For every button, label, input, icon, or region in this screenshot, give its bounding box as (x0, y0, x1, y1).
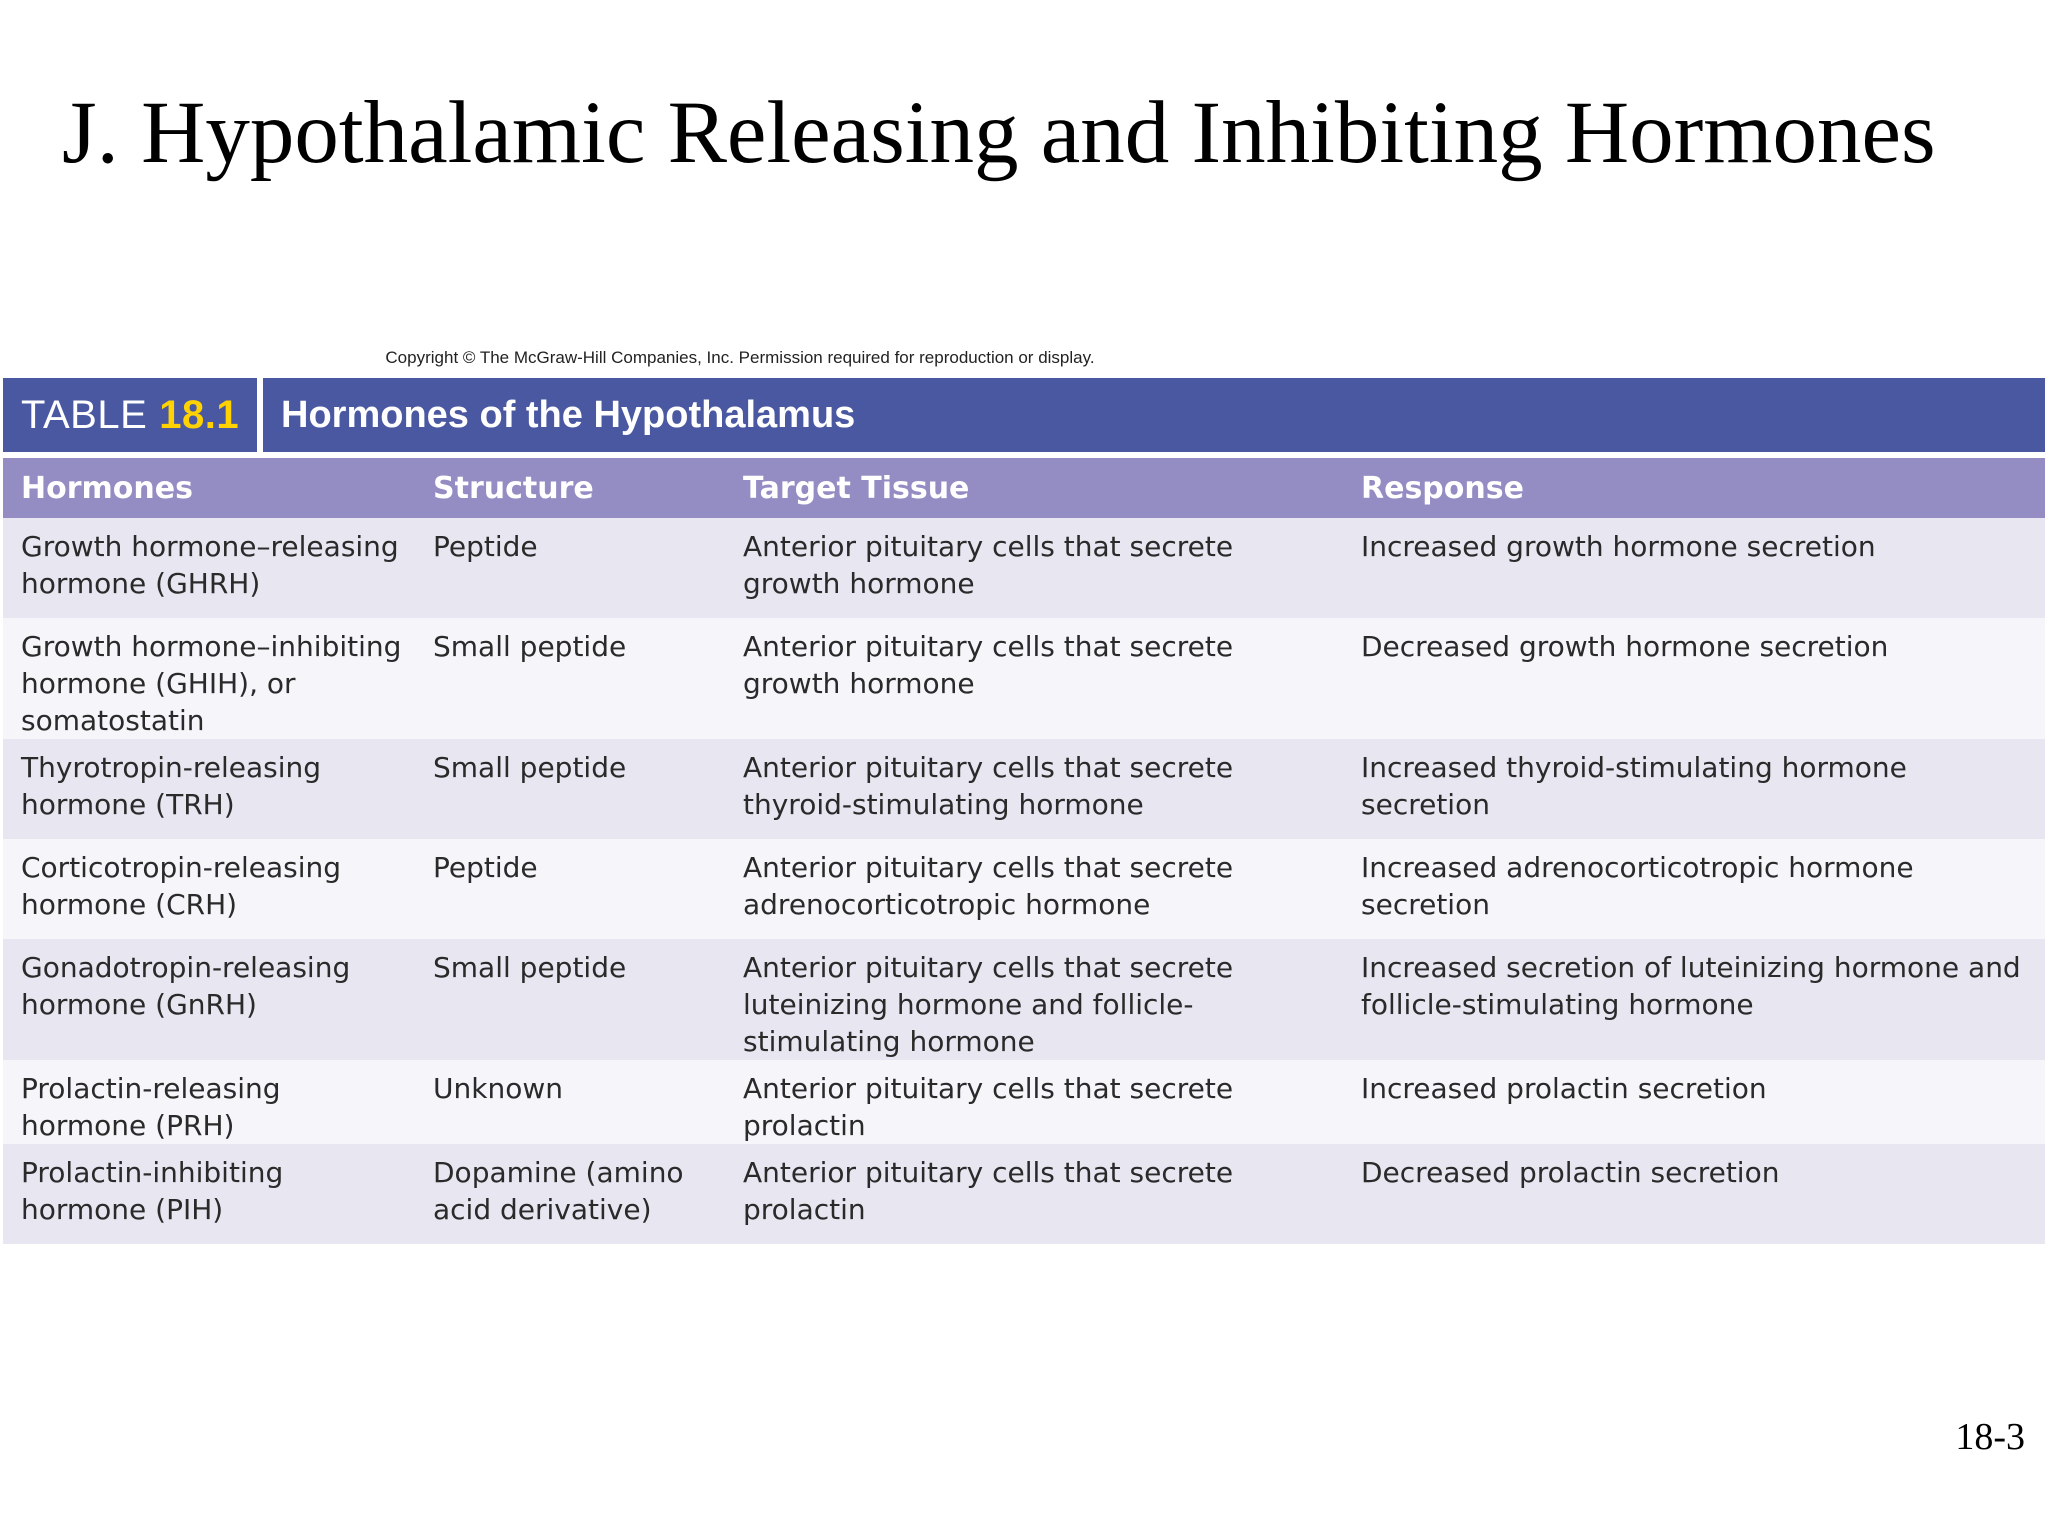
column-header-hormones: Hormones (3, 458, 415, 518)
hormone-cell: Corticotropin-releasing hormone (CRH) (3, 839, 415, 939)
structure-cell: Peptide (415, 839, 725, 939)
table-header-row (3, 458, 2045, 518)
column-header-response: Response (1343, 458, 2045, 518)
table-title: Hormones of the Hypothalamus (281, 393, 856, 436)
hormone-cell: Prolactin-releasing hormone (PRH) (3, 1060, 415, 1144)
structure-cell: Small peptide (415, 618, 725, 739)
hormone-cell: Growth hormone–releasing hormone (GHRH) (3, 518, 415, 618)
hormone-cell: Gonadotropin-releasing hormone (GnRH) (3, 939, 415, 1060)
target-tissue-cell: Anterior pituitary cells that secrete luteinizing hormone and follicle-stimulating hormone (725, 939, 1343, 1060)
structure-cell: Small peptide (415, 939, 725, 1060)
hormone-cell: Prolactin-inhibiting hormone (PIH) (3, 1144, 415, 1244)
target-tissue-cell: Anterior pituitary cells that secrete growth hormone (725, 618, 1343, 739)
hormone-table (3, 458, 2045, 1244)
structure-cell: Dopamine (amino acid derivative) (415, 1144, 725, 1244)
table-row (3, 1060, 2045, 1144)
table-label-prefix: TABLE (21, 392, 148, 437)
column-header-structure: Structure (415, 458, 725, 518)
target-tissue-cell: Anterior pituitary cells that secrete prolactin (725, 1060, 1343, 1144)
response-cell: Increased prolactin secretion (1343, 1060, 2045, 1144)
table-row (3, 939, 2045, 1060)
table-label-number: 18.1 (159, 392, 240, 437)
table-banner (3, 378, 2045, 452)
hormone-cell: Thyrotropin-releasing hormone (TRH) (3, 739, 415, 839)
response-cell: Increased secretion of luteinizing hormone and follicle-stimulating hormone (1343, 939, 2045, 1060)
table-row (3, 1144, 2045, 1244)
table-row (3, 839, 2045, 939)
copyright-notice: Copyright © The McGraw-Hill Companies, Inc. Permission required for reproduction or display. (385, 348, 1095, 367)
target-tissue-cell: Anterior pituitary cells that secrete prolactin (725, 1144, 1343, 1244)
table-row (3, 739, 2045, 839)
response-cell: Increased adrenocorticotropic hormone secretion (1343, 839, 2045, 939)
response-cell: Increased growth hormone secretion (1343, 518, 2045, 618)
structure-cell: Small peptide (415, 739, 725, 839)
table-label (3, 378, 263, 452)
structure-cell: Peptide (415, 518, 725, 618)
structure-cell: Unknown (415, 1060, 725, 1144)
target-tissue-cell: Anterior pituitary cells that secrete thyroid-stimulating hormone (725, 739, 1343, 839)
response-cell: Increased thyroid-stimulating hormone secretion (1343, 739, 2045, 839)
column-header-target-tissue: Target Tissue (725, 458, 1343, 518)
response-cell: Decreased prolactin secretion (1343, 1144, 2045, 1244)
target-tissue-cell: Anterior pituitary cells that secrete growth hormone (725, 518, 1343, 618)
table-row (3, 618, 2045, 739)
slide-title: J. Hypothalamic Releasing and Inhibiting Hormones (62, 84, 1936, 182)
response-cell: Decreased growth hormone secretion (1343, 618, 2045, 739)
target-tissue-cell: Anterior pituitary cells that secrete adrenocorticotropic hormone (725, 839, 1343, 939)
table-row (3, 518, 2045, 618)
page-number: 18-3 (1955, 1416, 2025, 1458)
hormone-cell: Growth hormone–inhibiting hormone (GHIH), or somatostatin (3, 618, 415, 739)
